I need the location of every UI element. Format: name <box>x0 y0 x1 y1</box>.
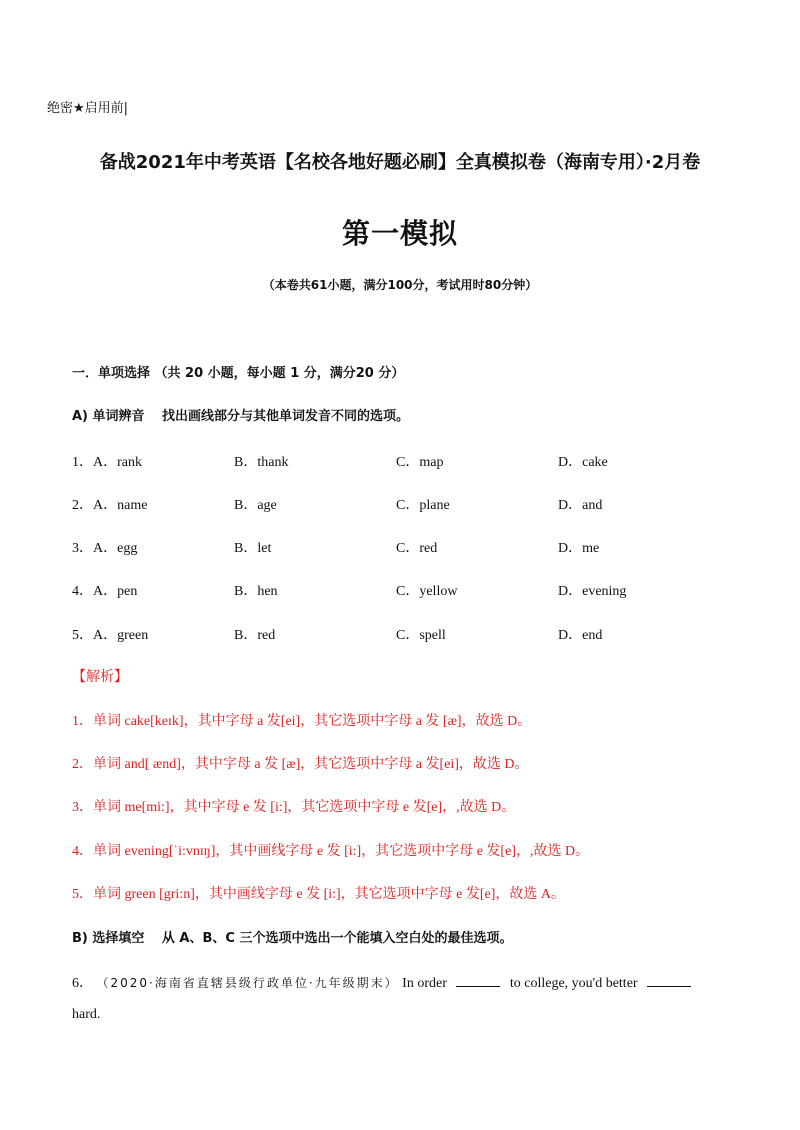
analysis-heading: 【解析】 <box>72 669 128 685</box>
option-c: C．spell <box>396 628 446 643</box>
section-heading: 一．单项选择 （共 20 小题，每小题 1 分，满分20 分） <box>72 366 405 381</box>
option-d: D．evening <box>558 584 627 599</box>
question-text: In order <box>402 976 447 991</box>
part-b-heading: B) 选择填空 从 A、B、C 三个选项中选出一个能填入空白处的最佳选项。 <box>72 931 513 946</box>
option-b: B．hen <box>234 584 278 599</box>
option-c: C．plane <box>396 498 450 513</box>
option-c: C．yellow <box>396 584 458 599</box>
question-number: 6． <box>72 976 93 991</box>
option-d: D．end <box>558 628 603 643</box>
option-a: 3．A．egg <box>72 541 138 556</box>
option-b: B．thank <box>234 455 289 470</box>
exam-title: 备战2021年中考英语【名校各地好题必刷】全真模拟卷（海南专用）·2月卷 <box>99 152 701 173</box>
answer-blank[interactable] <box>647 974 691 987</box>
analysis-line: 4．单词 evening[ˈi:vnɪŋ]，其中画线字母 e 发 [i:]，其它选项中字母 e 发[e]，,故选 D。 <box>72 844 590 859</box>
exam-subtitle: 第一模拟 <box>341 217 458 250</box>
confidential-label: 绝密★启用前| <box>47 101 129 116</box>
analysis-line: 3．单词 me[mi:]，其中字母 e 发 [i:]，其它选项中字母 e 发[e]，,故选 D。 <box>72 800 516 815</box>
option-b: B．red <box>234 628 276 643</box>
question-text: to college, you'd better <box>509 976 638 991</box>
option-a: 5．A．green <box>72 628 149 643</box>
option-c: C．map <box>396 455 444 470</box>
analysis-line: 5．单词 green [gri:n]，其中画线字母 e 发 [i:]，其它选项中字母 e 发[e]，故选 A。 <box>72 887 566 902</box>
answer-blank[interactable] <box>456 974 500 987</box>
option-a: 1．A．rank <box>72 455 142 470</box>
option-c: C．red <box>396 541 438 556</box>
option-a: 4．A．pen <box>72 584 138 599</box>
analysis-line: 2．单词 and[ ænd]，其中字母 a 发 [æ]，其它选项中字母 a 发[ei]，故选 D。 <box>72 757 529 772</box>
question-source: （2020·海南省直辖县级行政单位·九年级期末） <box>96 976 399 990</box>
exam-note: （本卷共61小题，满分100分，考试用时80分钟） <box>262 278 538 292</box>
option-a: 2．A．name <box>72 498 148 513</box>
option-d: D．cake <box>558 455 608 470</box>
question-text: hard. <box>72 1007 101 1022</box>
question-6 <box>72 968 732 1030</box>
option-b: B．let <box>234 541 272 556</box>
option-d: D．me <box>558 541 600 556</box>
option-d: D．and <box>558 498 603 513</box>
option-b: B．age <box>234 498 277 513</box>
analysis-line: 1．单词 cake[keɪk]，其中字母 a 发[ei]，其它选项中字母 a 发 [æ]，故选 D。 <box>72 714 532 729</box>
part-a-heading: A) 单词辨音 找出画线部分与其他单词发音不同的选项。 <box>72 409 410 424</box>
